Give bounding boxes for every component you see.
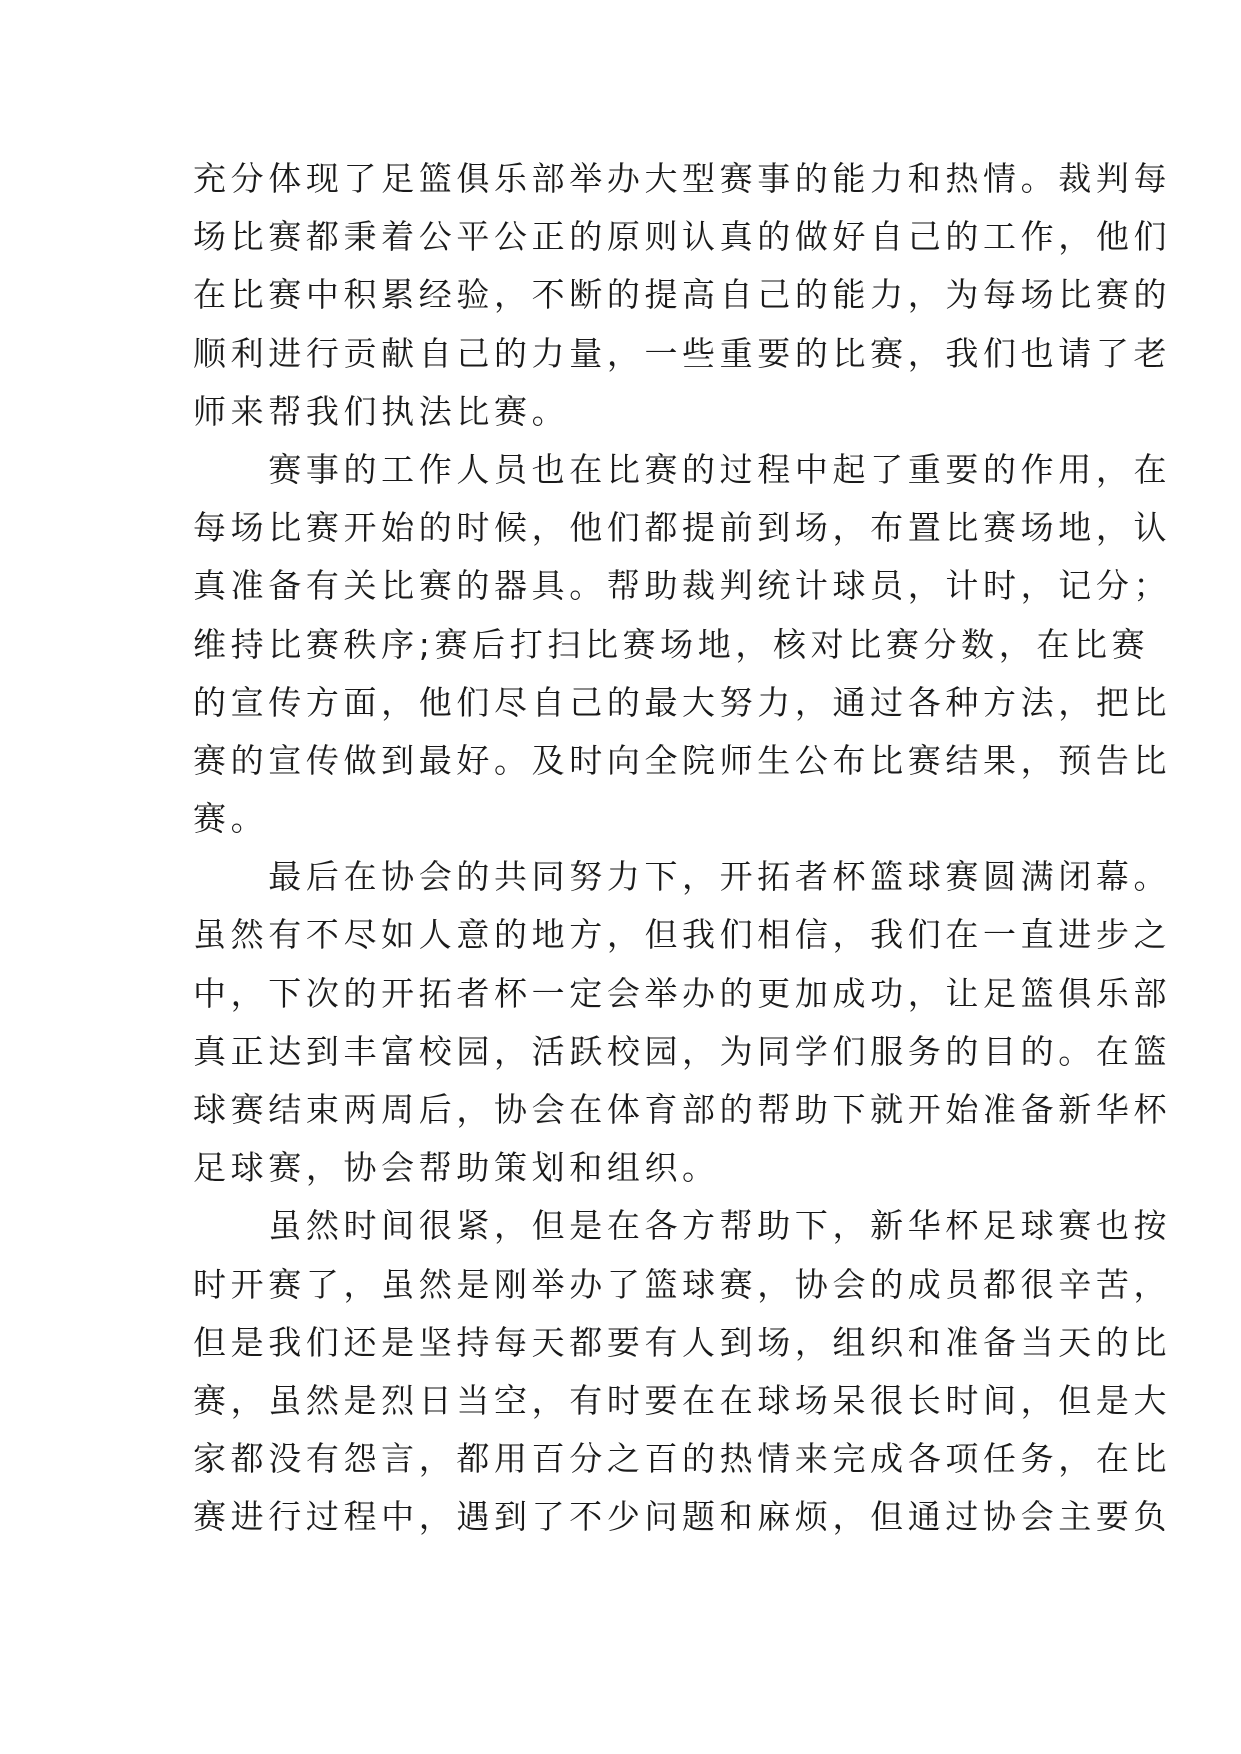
text-line: 每场比赛开始的时候，他们都提前到场，布置比赛场地，认 (193, 508, 1172, 548)
text-line: 虽然有不尽如人意的地方，但我们相信，我们在一直进步之 (193, 915, 1172, 955)
text-line: 家都没有怨言，都用百分之百的热情来完成各项任务，在比 (193, 1439, 1172, 1479)
text-line: 赛事的工作人员也在比赛的过程中起了重要的作用，在 (193, 449, 1172, 489)
text-line: 赛，虽然是烈日当空，有时要在在球场呆很长时间，但是大 (193, 1380, 1172, 1420)
text-line: 真准备有关比赛的器具。帮助裁判统计球员，计时，记分； (193, 566, 1172, 606)
text-line: 顺利进行贡献自己的力量，一些重要的比赛，我们也请了老 (193, 333, 1172, 373)
text-line: 中，下次的开拓者杯一定会举办的更加成功，让足篮俱乐部 (193, 973, 1172, 1013)
text-line: 的宣传方面，他们尽自己的最大努力，通过各种方法，把比 (193, 682, 1172, 722)
text-line: 但是我们还是坚持每天都要有人到场，组织和准备当天的比 (193, 1322, 1172, 1362)
text-line: 虽然时间很紧，但是在各方帮助下，新华杯足球赛也按 (193, 1206, 1172, 1246)
text-line: 赛进行过程中，遇到了不少问题和麻烦，但通过协会主要负 (193, 1497, 1172, 1537)
text-line: 球赛结束两周后，协会在体育部的帮助下就开始准备新华杯 (193, 1090, 1172, 1129)
text-line: 师来帮我们执法比赛。 (193, 391, 570, 431)
text-line: 在比赛中积累经验，不断的提高自己的能力，为每场比赛的 (193, 275, 1172, 315)
text-line: 场比赛都秉着公平公正的原则认真的做好自己的工作，他们 (193, 217, 1172, 257)
text-line: 赛。 (193, 799, 269, 839)
body-text (193, 150, 1172, 1547)
text-line: 维持比赛秩序;赛后打扫比赛场地，核对比赛分数，在比赛 (193, 624, 1150, 664)
text-line: 足球赛，协会帮助策划和组织。 (193, 1148, 720, 1188)
text-line: 时开赛了，虽然是刚举办了篮球赛，协会的成员都很辛苦， (193, 1264, 1172, 1304)
text-line: 最后在协会的共同努力下，开拓者杯篮球赛圆满闭幕。 (193, 857, 1172, 897)
text-line: 赛的宣传做到最好。及时向全院师生公布比赛结果，预告比 (193, 740, 1172, 780)
text-line: 充分体现了足篮俱乐部举办大型赛事的能力和热情。裁判每 (193, 159, 1172, 198)
text-line: 真正达到丰富校园，活跃校园，为同学们服务的目的。在篮 (193, 1031, 1172, 1071)
